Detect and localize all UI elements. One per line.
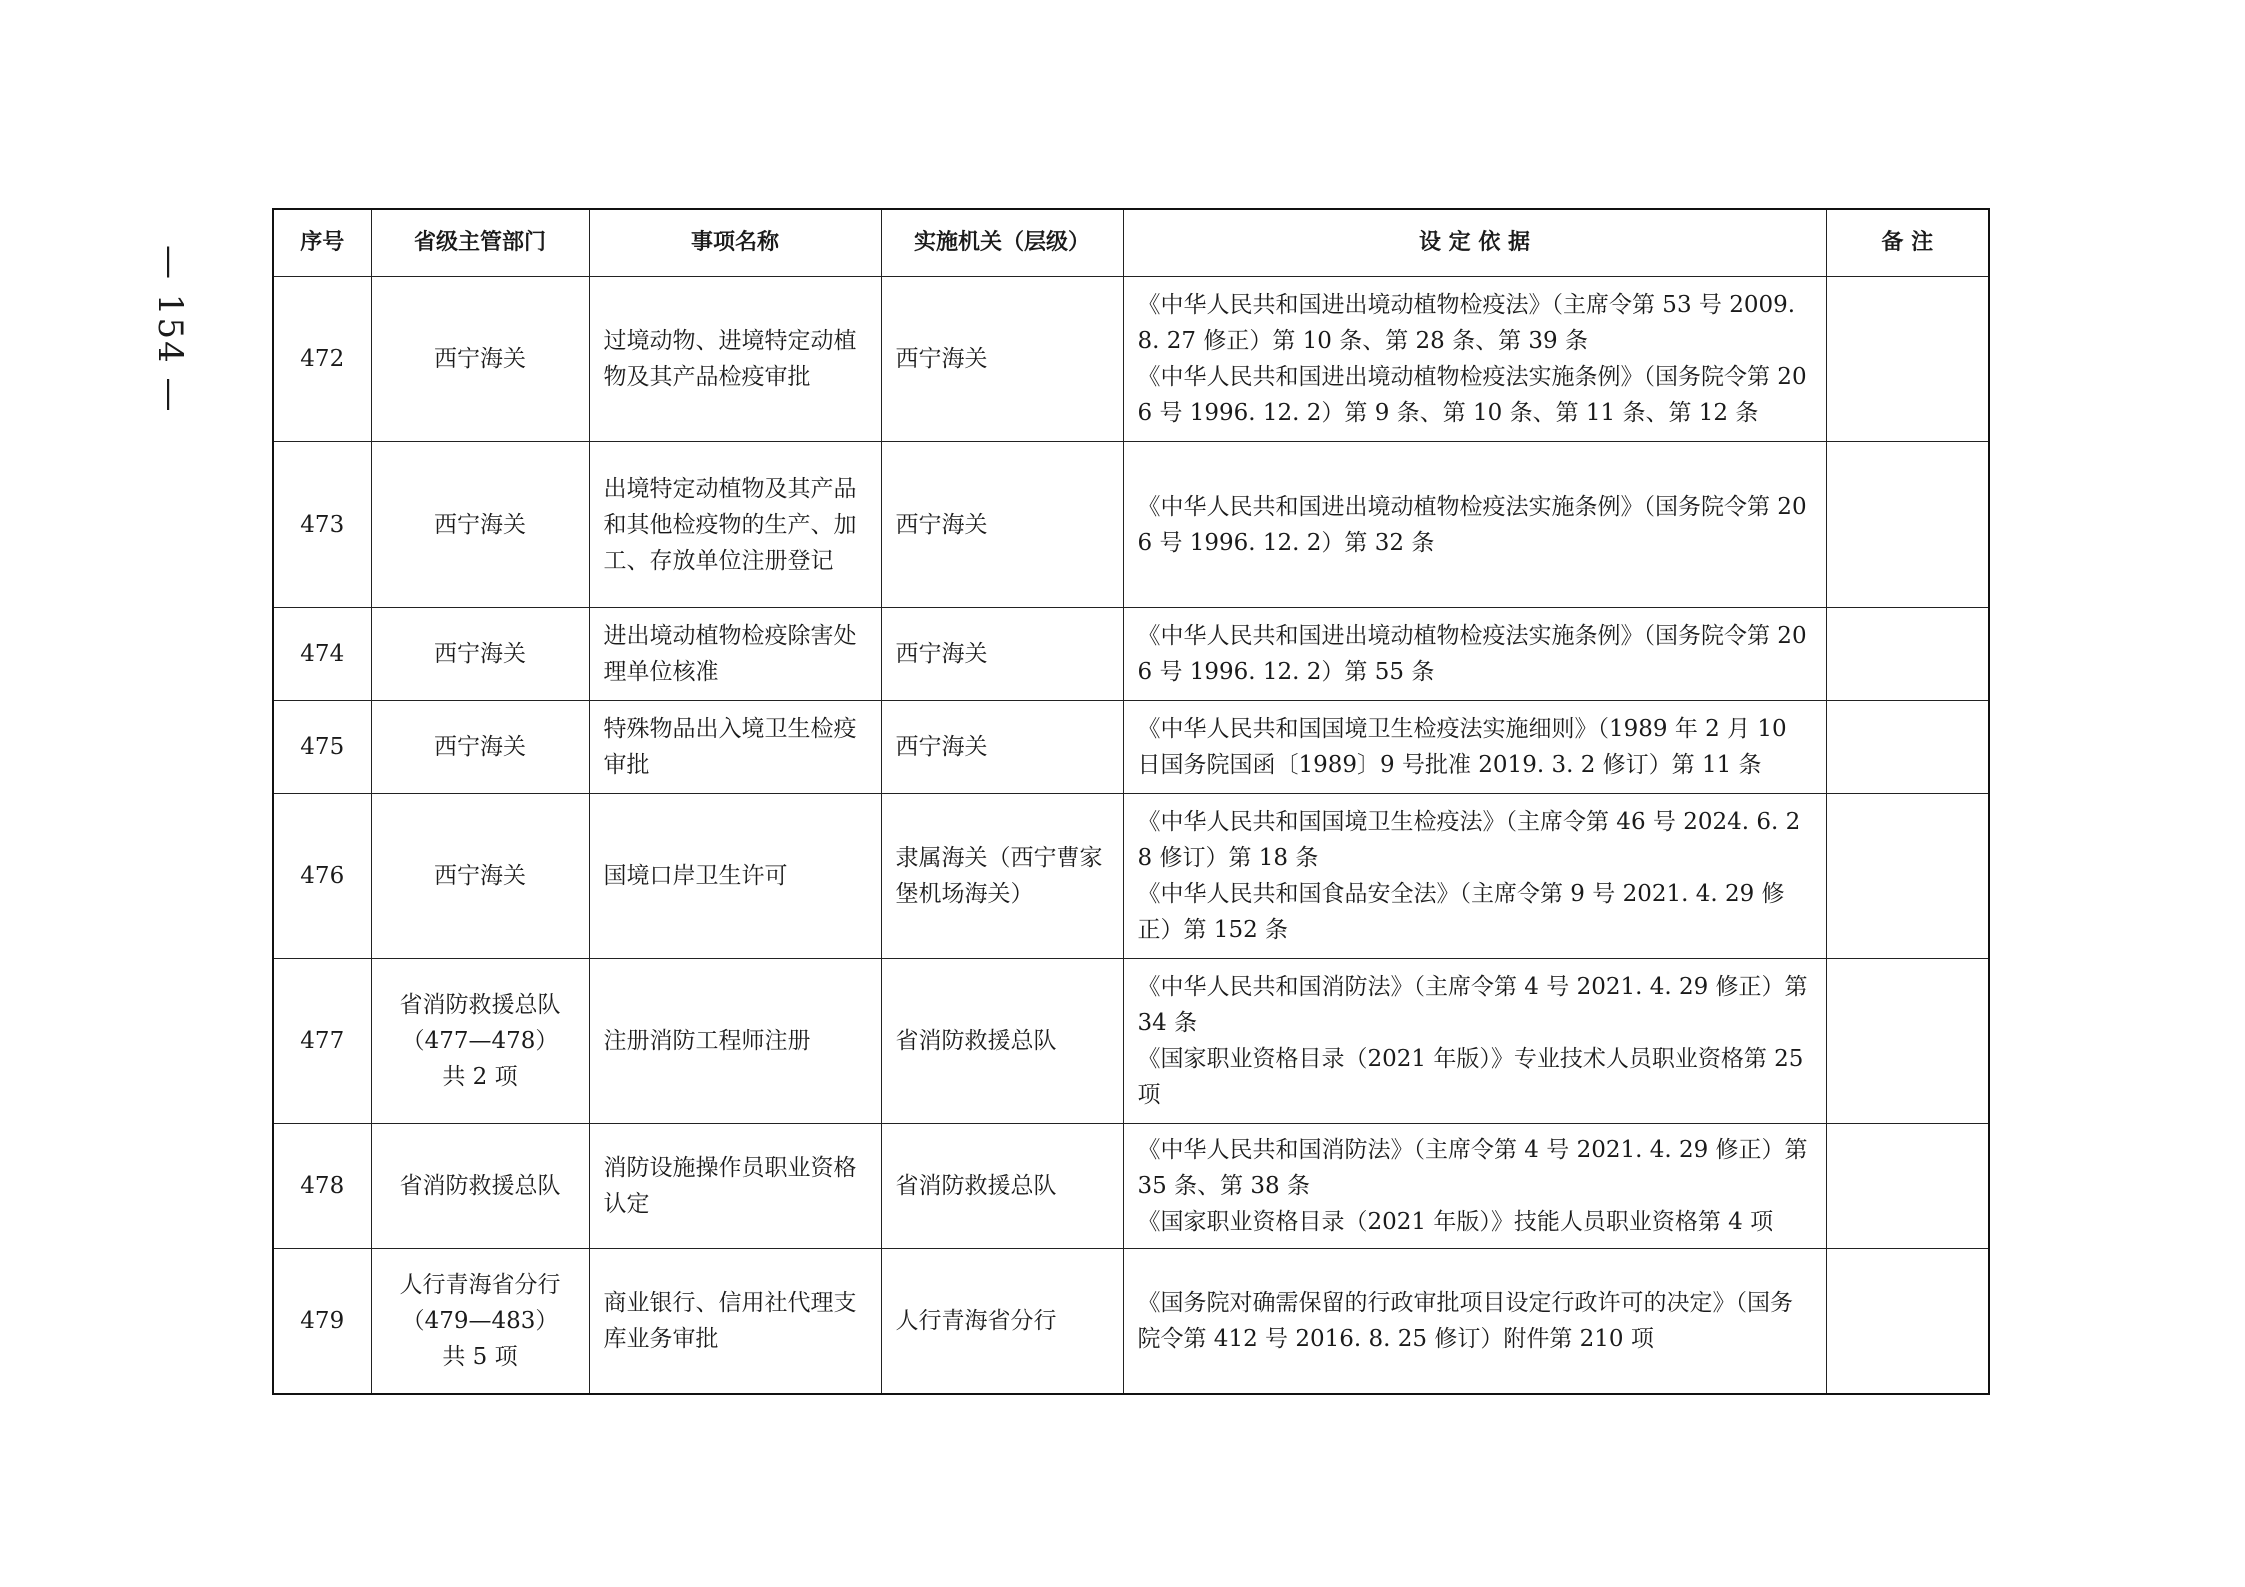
seq-cell: 479: [273, 1249, 371, 1395]
item-cell: 过境动物、进境特定动植物及其产品检疫审批: [589, 277, 881, 442]
basis-cell: [1123, 794, 1826, 959]
basis-line: 《国家职业资格目录（2021 年版）》专业技术人员职业资格第 25 项: [1137, 1046, 1804, 1108]
table-row: [273, 608, 1989, 701]
dept-cell: [371, 701, 589, 794]
note-cell: [1826, 608, 1989, 701]
note-cell: [1826, 794, 1989, 959]
dept-cell: [371, 1249, 589, 1395]
basis-cell: [1123, 959, 1826, 1124]
item-cell: 进出境动植物检疫除害处理单位核准: [589, 608, 881, 701]
basis-cell: [1123, 1124, 1826, 1249]
dept-cell: [371, 442, 589, 608]
seq-cell: 475: [273, 701, 371, 794]
dept-line: 人行青海省分行: [399, 1272, 561, 1298]
basis-line: 《中华人民共和国国境卫生检疫法》（主席令第 46 号 2024. 6. 28 修订）第 18 条: [1137, 809, 1801, 871]
basis-cell: [1123, 701, 1826, 794]
basis-cell: [1123, 277, 1826, 442]
table-row: [273, 794, 1989, 959]
note-cell: [1826, 442, 1989, 608]
dept-line: 西宁海关: [434, 511, 526, 538]
basis-line: 《中华人民共和国进出境动植物检疫法实施条例》（国务院令第 206 号 1996. 12. 2）第 55 条: [1137, 623, 1807, 685]
org-cell: 隶属海关（西宁曹家堡机场海关）: [881, 794, 1123, 959]
note-cell: [1826, 1249, 1989, 1395]
item-cell: 特殊物品出入境卫生检疫审批: [589, 701, 881, 794]
dept-line: 西宁海关: [434, 863, 526, 889]
org-cell: 西宁海关: [881, 701, 1123, 794]
basis-line: 《中华人民共和国进出境动植物检疫法实施条例》（国务院令第 206 号 1996. 12. 2）第 9 条、第 10 条、第 11 条、第 12 条: [1137, 364, 1807, 426]
table-header-row: [273, 209, 1989, 277]
org-cell: 省消防救援总队: [881, 1124, 1123, 1249]
dept-line: 西宁海关: [434, 734, 526, 760]
basis-line: 《中华人民共和国国境卫生检疫法实施细则》（1989 年 2 月 10 日国务院国函〔1989〕9 号批准 2019. 3. 2 修订）第 11 条: [1137, 716, 1787, 778]
table-row: [273, 959, 1989, 1124]
note-cell: [1826, 701, 1989, 794]
dept-range: （479—483）: [401, 1308, 559, 1334]
item-cell: 国境口岸卫生许可: [589, 794, 881, 959]
header-basis: 设 定 依 据: [1123, 209, 1826, 277]
item-cell: 出境特定动植物及其产品和其他检疫物的生产、加工、存放单位注册登记: [589, 442, 881, 608]
page-number: — 154 —: [150, 245, 190, 414]
note-cell: [1826, 959, 1989, 1124]
header-item: 事项名称: [589, 209, 881, 277]
seq-cell: 474: [273, 608, 371, 701]
dept-range: （477—478）: [401, 1028, 559, 1054]
basis-line: 《中华人民共和国消防法》（主席令第 4 号 2021. 4. 29 修正）第 34 条: [1137, 974, 1808, 1036]
dept-cell: [371, 608, 589, 701]
seq-cell: 477: [273, 959, 371, 1124]
org-cell: 西宁海关: [881, 277, 1123, 442]
dept-line: 省消防救援总队: [399, 992, 561, 1018]
seq-cell: 473: [273, 442, 371, 608]
dept-line: 西宁海关: [434, 346, 526, 372]
item-cell: 商业银行、信用社代理支库业务审批: [589, 1249, 881, 1395]
dept-cell: [371, 1124, 589, 1249]
note-cell: [1826, 1124, 1989, 1249]
basis-cell: [1123, 608, 1826, 701]
item-cell: 注册消防工程师注册: [589, 959, 881, 1124]
basis-line: 《国家职业资格目录（2021 年版）》技能人员职业资格第 4 项: [1137, 1209, 1774, 1235]
org-cell: 西宁海关: [881, 608, 1123, 701]
org-cell: 人行青海省分行: [881, 1249, 1123, 1395]
table-row: [273, 277, 1989, 442]
seq-cell: 472: [273, 277, 371, 442]
dept-cell: [371, 959, 589, 1124]
note-cell: [1826, 277, 1989, 442]
dept-line: 西宁海关: [434, 641, 526, 667]
dept-count: 共 5 项: [442, 1344, 518, 1370]
dept-cell: [371, 794, 589, 959]
seq-cell: 476: [273, 794, 371, 959]
header-note: 备 注: [1826, 209, 1989, 277]
approval-items-table: [272, 208, 1990, 1395]
basis-line: 《中华人民共和国进出境动植物检疫法》（主席令第 53 号 2009. 8. 27 修正）第 10 条、第 28 条、第 39 条: [1137, 292, 1796, 354]
basis-line: 《中华人民共和国进出境动植物检疫法实施条例》（国务院令第 206 号 1996. 12. 2）第 32 条: [1137, 493, 1807, 556]
basis-line: 《国务院对确需保留的行政审批项目设定行政许可的决定》（国务院令第 412 号 2016. 8. 25 修订）附件第 210 项: [1137, 1290, 1793, 1352]
basis-cell: [1123, 1249, 1826, 1395]
basis-cell: [1123, 442, 1826, 608]
dept-count: 共 2 项: [442, 1064, 518, 1090]
table-row: [273, 442, 1989, 608]
item-cell: 消防设施操作员职业资格认定: [589, 1124, 881, 1249]
header-org: 实施机关（层级）: [881, 209, 1123, 277]
seq-cell: 478: [273, 1124, 371, 1249]
org-cell: 西宁海关: [881, 442, 1123, 608]
table-row: [273, 1249, 1989, 1395]
table-row: [273, 1124, 1989, 1249]
dept-line: 省消防救援总队: [399, 1173, 561, 1199]
basis-line: 《中华人民共和国消防法》（主席令第 4 号 2021. 4. 29 修正）第 35 条、第 38 条: [1137, 1137, 1808, 1199]
header-dept: 省级主管部门: [371, 209, 589, 277]
header-seq: 序号: [273, 209, 371, 277]
basis-line: 《中华人民共和国食品安全法》（主席令第 9 号 2021. 4. 29 修正）第 152 条: [1137, 881, 1785, 943]
org-cell: 省消防救援总队: [881, 959, 1123, 1124]
table-row: [273, 701, 1989, 794]
dept-cell: [371, 277, 589, 442]
